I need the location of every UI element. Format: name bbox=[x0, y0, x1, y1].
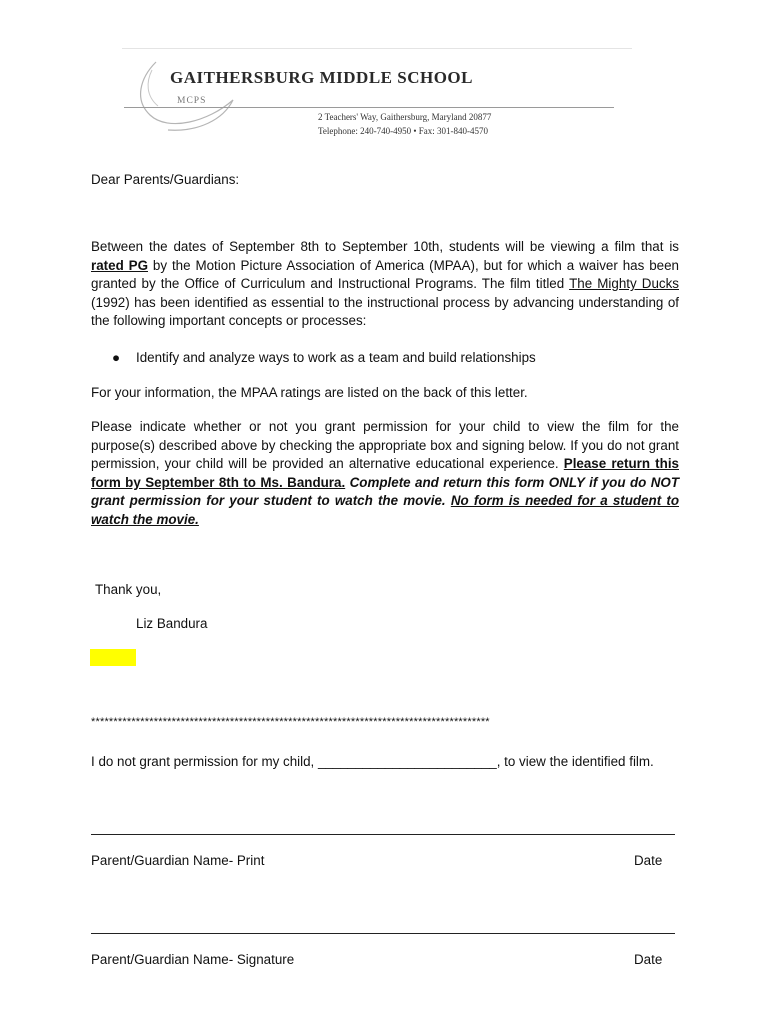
film-title: The Mighty Ducks bbox=[569, 276, 679, 292]
return-deadline: Please return this form by September 8th to Ms. Bandura. bbox=[91, 456, 679, 490]
consent-statement: I do not grant permission for my child, ________________________, to view the identified film. bbox=[91, 754, 654, 769]
intro-text-1: Between the dates of September 8th to September 10th, students will be viewing a film that is bbox=[91, 239, 679, 254]
date-label-1: Date bbox=[634, 853, 663, 868]
signer-name: Liz Bandura bbox=[136, 616, 208, 631]
ratings-note: For your information, the MPAA ratings are listed on the back of this letter. bbox=[91, 385, 528, 400]
signature-line bbox=[91, 933, 675, 934]
no-form-note: No form is needed for a student to watch the movie. bbox=[91, 493, 680, 527]
objective-item: Identify and analyze ways to work as a team and build relationships bbox=[136, 350, 536, 365]
permission-paragraph bbox=[91, 418, 679, 530]
closing: Thank you, bbox=[95, 582, 162, 597]
intro-paragraph bbox=[91, 238, 679, 331]
permission-text: Please indicate whether or not you grant permission for your child to view the film for the purpose(s) described above by checking the appropriate box and signing below. If you do not grant permission, your child will be provided an alternative educational experience. bbox=[91, 419, 679, 472]
intro-text-3: (1992) has been identified as essential to the instructional process by advancing understanding of the following important concepts or processes: bbox=[91, 294, 679, 329]
bullet-dot: ● bbox=[112, 350, 121, 365]
print-name-label: Parent/Guardian Name- Print bbox=[91, 853, 265, 868]
yellow-highlight bbox=[90, 649, 136, 666]
rating-text: rated PG bbox=[91, 257, 148, 273]
top-faint-rule bbox=[122, 48, 632, 49]
school-phone: Telephone: 240-740-4950 • Fax: 301-840-4570 bbox=[318, 126, 488, 136]
school-name: GAITHERSBURG MIDDLE SCHOOL bbox=[170, 68, 473, 87]
greeting: Dear Parents/Guardians: bbox=[91, 172, 240, 187]
signature-label: Parent/Guardian Name- Signature bbox=[91, 952, 295, 967]
school-address: 2 Teachers' Way, Gaithersburg, Maryland 20877 bbox=[318, 112, 492, 122]
district-name: MCPS bbox=[177, 96, 207, 106]
print-name-line bbox=[91, 834, 675, 835]
logo-swoosh-leaf bbox=[148, 70, 158, 106]
form-separator: ***************************************************************************************** bbox=[91, 716, 490, 728]
return-only-note: Complete and return this form ONLY if you do NOT grant permission for your student to watch the movie. bbox=[91, 474, 680, 509]
intro-text-2: by the Motion Picture Association of America (MPAA), but for which a waiver has been granted by the Office of Curriculum and Instructional Programs. The film titled bbox=[91, 257, 680, 292]
header-rule bbox=[124, 107, 614, 108]
date-label-2: Date bbox=[634, 952, 663, 967]
